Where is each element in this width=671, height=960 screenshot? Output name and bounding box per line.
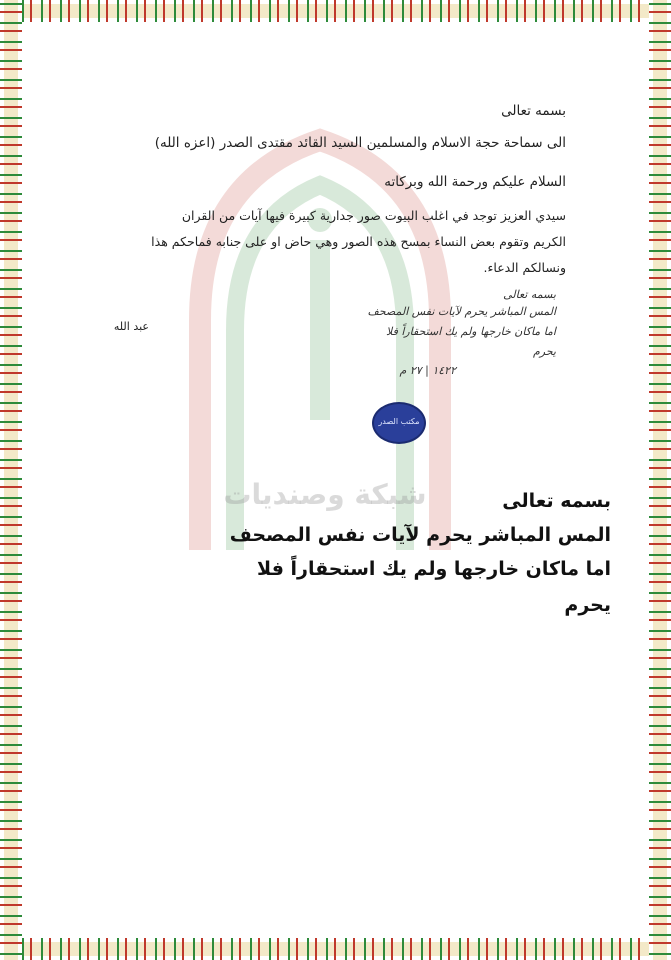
decorative-border-right (649, 0, 671, 960)
handwritten-line3: اما ماكان خارجها ولم يك استحقاراً فلا (386, 325, 556, 338)
decorative-border-top (0, 0, 671, 22)
transcription-heading: بسمه تعالى (502, 490, 611, 512)
letter-heading: بسمه تعالى (501, 103, 566, 119)
watermark-text: شبكة وصنديات (223, 478, 427, 511)
decorative-border-bottom (0, 938, 671, 960)
letter-sender: عبد الله (113, 320, 149, 333)
letter-body-line3: ونسالكم الدعاء. (483, 260, 566, 275)
letter-greeting: السلام عليكم ورحمة الله وبركاته (384, 174, 566, 190)
handwritten-line4: يحرم (532, 345, 556, 358)
handwritten-date: ١٤٢٢ | ٢٧ م (399, 364, 456, 377)
letter-recipient: الى سماحة حجة الاسلام والمسلمين السيد القائد مقتدى الصدر (اعزه الله) (154, 135, 566, 151)
handwritten-heading: بسمه تعالى (503, 288, 556, 301)
handwritten-line2: المس المباشر يحرم لآيات نفس المصحف (367, 305, 556, 318)
transcription-line3: اما ماكان خارجها ولم يك استحقاراً فلا (257, 558, 611, 580)
letter-body-line1: سيدي العزيز توجد في اغلب البيوت صور جدارية كبيرة فيها آيات من القران (181, 208, 566, 223)
letter-body-line2: الكريم وتقوم بعض النساء بمسح هذه الصور وهي حاض او على جنابه فماحكم هذا (151, 234, 566, 249)
transcription-line2: المس المباشر يحرم لآيات نفس المصحف (229, 524, 611, 546)
decorative-border-left (0, 0, 22, 960)
official-stamp: مكتب الصدر (372, 402, 426, 444)
transcription-line4: يحرم (564, 594, 611, 616)
